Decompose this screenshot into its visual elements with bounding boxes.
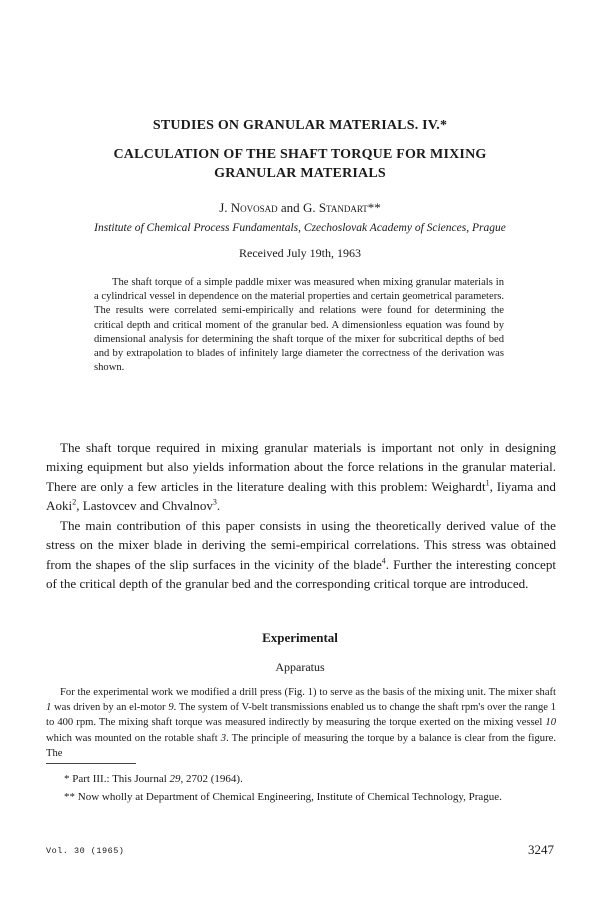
paper-title: CALCULATION OF THE SHAFT TORQUE FOR MIXING GRANULAR MATERIALS	[113, 147, 487, 181]
author-conjunction: and	[280, 200, 300, 215]
authors-line	[0, 200, 600, 216]
footnote-1: * Part III.: This Journal 29, 2702 (1964).	[64, 773, 243, 785]
institute-affiliation: Institute of Chemical Process Fundamentals, Czechoslovak Academy of Sciences, Prague	[94, 222, 506, 234]
author-standart: G. Standart**	[302, 200, 381, 215]
apparatus-paragraph: For the experimental work we modified a drill press (Fig. 1) to serve as the basis of the mixing unit. The mixer shaft 1 was driven by an el-motor 9. The system of V-belt transmissions enabled us to change the shaft rpm's over the range 1 to 400 rpm. The mixing shaft torque was measured indirectly by measuring the torque exerted on the mixing vessel 10 which was mounted on the rotable shaft 3. The principle of measuring the torque by a balance is clear from the figure. The	[46, 687, 556, 759]
intro-paragraph-2: The main contribution of this paper consists in using the theoretically derived value of the stress on the mixer blade in deriving the semi-empirical correlations. This stress was obtained from the shapes of the slip surfaces in the vicinity of the blade$^4$. Further the interesting concept of the critical depth of the granular bed and the corresponding critical torque are introduced.	[46, 518, 556, 591]
page-number: 3247	[528, 842, 554, 857]
abstract: The shaft torque of a simple paddle mixer was measured when mixing granular materials in a cylindrical vessel in dependence on the material properties and certain geometrical parameters. The results were correlated semi-empirically and relations were found for determining the critical depth and critical moment of the granular bed. A dimensionless equation was found by dimensional analysis for determining the shaft torque of the mixer for subcritical depths of bed and by extrapolation to blades of infinitely large diameter the correctness of the derivation was shown.	[94, 277, 504, 374]
journal-volume: Vol. 30 (1965)	[46, 846, 125, 856]
section-heading-experimental: Experimental	[262, 630, 338, 645]
series-title: STUDIES ON GRANULAR MATERIALS. IV.*	[152, 118, 448, 133]
author-novosad: J. Novosad	[219, 200, 278, 215]
intro-paragraph-1: The shaft torque required in mixing granular materials is important not only in designing mixing equipment but also yields information about the force relations in the granular material. There are only a few articles in the literature dealing with this problem: Weighardt$^1$, Iiyama and Aoki$^2$, Lastovcev and Chvalnov$^3$.	[46, 440, 556, 513]
footnote-2: ** Now wholly at Department of Chemical Engineering, Institute of Chemical Technology, Prague.	[64, 791, 502, 803]
subsection-heading-apparatus: Apparatus	[275, 660, 325, 674]
footnote-rule	[46, 763, 136, 764]
received-date: Received July 19th, 1963	[239, 246, 361, 260]
